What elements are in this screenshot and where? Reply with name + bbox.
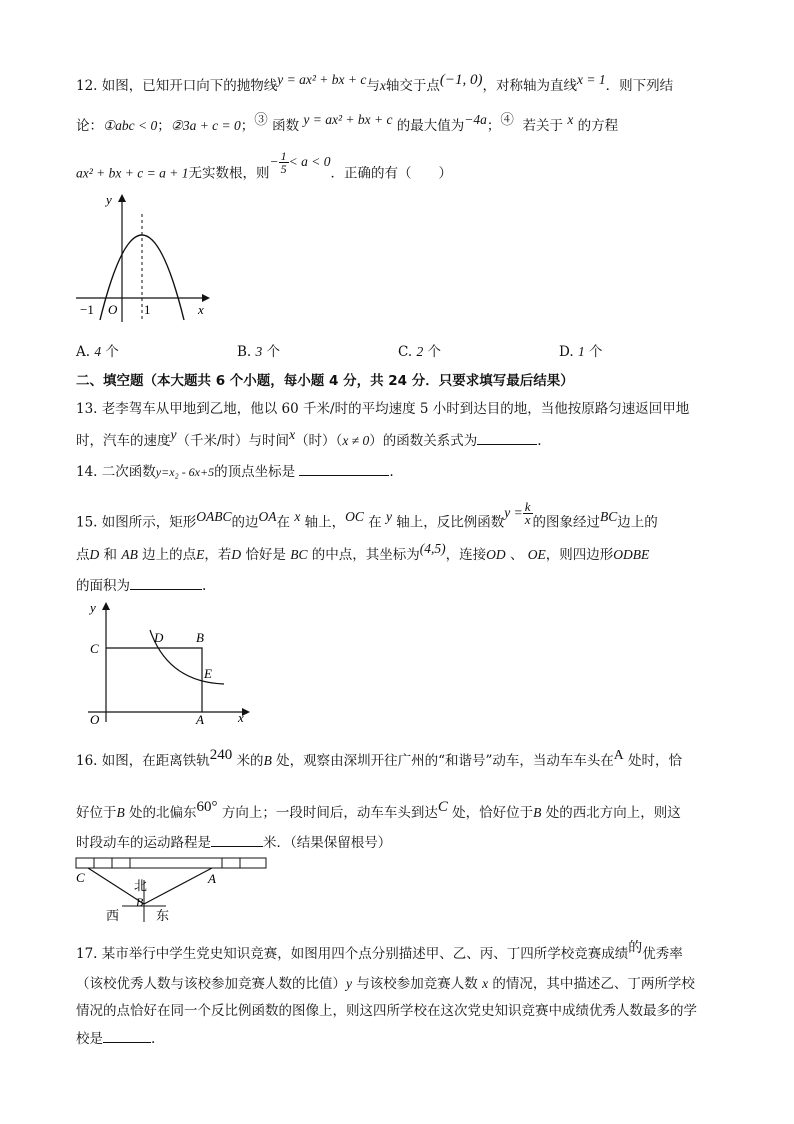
q15-coordinate: (4,5) [419,541,446,556]
q15-oa: OA [258,508,277,524]
q12-point: (−1, 0) [439,72,483,88]
q12-text: ； [157,118,171,134]
q16-text: 处的西北方向上，则这 [545,805,681,821]
q15-answer-blank[interactable] [130,575,202,590]
q15-text: 、 [509,547,524,563]
q15-text: 的面积为 [76,578,130,594]
q16-line3 [76,832,726,853]
q15-point-e: E [196,547,205,562]
q12-line3 [76,149,726,187]
q12-text: 的方程 [577,118,619,134]
north-label: 北 [134,878,148,893]
q15-line3 [76,575,726,596]
q17-text: 优秀率 [642,946,683,962]
q12-text: 轴交于点 [385,78,440,94]
q15-text: 和 [103,547,118,563]
q12-option-b[interactable]: B. 3 个 [237,344,281,360]
q13-line1: 13. 老李驾车从甲地到乙地，他以 60 千米/时的平均速度 5 小时到达目的地，当他按原路匀速返回甲地 [76,401,690,417]
q16-text: 米的 [236,753,264,769]
q16-text: 处时，恰 [627,753,682,769]
y-axis-arrow [118,194,126,202]
x-label: x [198,302,204,317]
q13-line2 [76,427,726,451]
q12-text: 论： [76,118,103,134]
neg1-label: −1 [80,302,94,317]
q12-option-a[interactable]: A. 4 个 [76,344,119,360]
q12-text: ．正确的有（ ） [330,165,452,182]
q15-text: 恰好是 [245,547,286,563]
q14-line [76,461,726,482]
q15-text: 的中点，其坐标为 [311,547,420,563]
q17-text: 的情况，其中描述乙、丁两所学校 [492,976,695,992]
q15-text: 轴上， [304,514,346,531]
q12-claim3-val: −4a [464,112,487,127]
q17-text: 与该校参加竞赛人数 [356,976,478,992]
q12-text: 的最大值为 [396,118,465,134]
q12-claim2: ②3a + c = 0 [170,118,241,133]
q15-line1 [76,499,726,536]
q15-rectangle-graph [84,598,254,728]
q15-bc: BC [600,508,618,524]
q15-point-d: D [231,547,242,562]
q15-text: ，若 [204,547,232,563]
q15-bc: BC [290,547,308,562]
q12-option-c[interactable]: C. 2 个 [398,344,441,360]
q13-y-var: y [170,427,177,442]
west-label: 西 [106,908,120,923]
q16-answer-blank[interactable] [211,832,263,847]
q14-text: 14. 二次函数 [76,464,156,480]
q16-text: 处的北偏东 [129,805,197,821]
q16-text: 时段动车的运动路程是 [76,835,211,851]
q12-axis-eq: x = 1 [577,72,606,87]
q15-fraction: $\frac{k}{x}$ [524,499,531,527]
section-header: 二、填空题（本大题共 6 个小题，每小题 4 分，共 24 分．只要求填写最后结果） [76,373,574,389]
q15-od: OD [486,547,506,562]
q13-x-var: x [289,427,296,442]
q13-text: ）的函数关系式为 [369,433,478,449]
q16-distance: 240 [209,747,233,763]
q17-answer-blank[interactable] [103,1028,151,1043]
q16-angle: 60° [196,799,218,815]
q12-inequality: < a < 0 [288,153,331,169]
q13-answer-blank[interactable] [477,430,537,445]
q16-point-b: B [116,805,125,820]
q15-ab: AB [121,547,138,562]
q15-x-var: x [294,508,301,524]
q16-line1 [76,747,726,771]
q16-text: 米．（结果保留根号） [263,835,392,851]
q14-answer-blank[interactable] [299,461,389,476]
q12-claim3-num: ③ [254,112,268,128]
q12-option-d[interactable]: D. 1 个 [559,344,603,360]
q15-line2 [76,541,726,565]
point-a-label: A [196,712,204,727]
q15-text: . [202,578,207,594]
q15-oabc: OABC [196,508,232,524]
q17-text: （该校优秀人数与该校参加竞赛人数的比值） [76,976,346,992]
q16-text: 处，恰好位于 [452,805,534,821]
q12-text: 12. 如图，已知开口向下的抛物线 [76,78,278,94]
q13-text: （千米/时）与时间 [176,433,290,449]
q17-text: 校是 [76,1031,103,1047]
point-d-label: D [154,630,164,645]
q12-line2 [76,112,726,136]
q17-text: . [151,1031,156,1047]
q12-text: 函数 [272,118,300,134]
q17-line1 [76,940,726,964]
q15-oe: OE [527,547,546,562]
q17-x-var: x [482,976,489,991]
line-ba [144,868,212,904]
q16-point-b: B [263,753,272,768]
q15-text: 点 [76,547,90,563]
q15-text: 在 [276,514,291,531]
railway-track [76,858,266,868]
q12-text: 与 [366,78,380,94]
q15-text: 15. 如图所示，矩形 [76,514,197,531]
q12-parabola-graph [72,190,212,330]
q15-odbe: ODBE [613,547,650,562]
q12-equation: ax² + bx + c = a + 1 [76,165,189,181]
q15-oc: OC [345,508,364,524]
q15-text: ，连接 [445,547,487,563]
q12-minus: − [269,153,279,169]
y-axis-arrow [102,602,110,610]
q17-y-var: y [346,976,352,991]
q15-y-var: y [385,508,392,524]
east-label: 东 [156,908,170,923]
q16-line2 [76,799,726,823]
q17-text: 17. 某市举行中学生党史知识竞赛，如图用四个点分别描述甲、乙、丙、丁四所学校竞赛成绩 [76,946,629,962]
q17-text: 的 [628,940,643,956]
q12-x-var: x [567,112,574,127]
q12-text: ．则下列结 [605,78,674,94]
q16-railway-diagram [72,852,272,924]
q15-text: 轴上，反比例函数 [396,514,505,531]
point-c-label: C [90,641,99,656]
q12-parabola-eq: y = ax² + bx + c [277,72,367,87]
q15-text: ，则四边形 [545,547,614,563]
q16-text: 处，观察由深圳开往广州的“和谐号”动车，当动车车头在 [276,753,614,769]
q12-text: ，对称轴为直线 [482,78,577,94]
q14-text: . [389,464,394,480]
q15-text: 在 [368,514,382,531]
q12-text: ； [486,118,501,134]
q12-text: 无实数根，则 [188,165,270,182]
q12-fraction: $\frac{1}{5}$ [280,149,287,176]
point-b-label: B [196,630,204,645]
q12-x-var: x [379,78,386,93]
origin-label: O [108,302,118,317]
q12-claim1: ①abc < 0 [103,118,158,133]
q12-claim3-eq: y = ax² + bx + c [303,112,393,127]
q15-text: 边上的 [617,514,658,531]
q14-text: 的顶点坐标是 [214,464,296,480]
q15-text: 的图象经过 [532,514,601,531]
point-e-label: E [204,666,212,681]
y-label: y [90,600,96,615]
q12-line1 [76,72,726,96]
q16-text: 方向上；一段时间后，动车车头到达 [221,805,438,821]
one-label: 1 [144,302,151,317]
rectangle-oabc [106,648,202,712]
q16-point-a: A [613,747,624,762]
origin-label: O [90,712,100,727]
q13-text: （时）（ [295,433,343,449]
q13-text: 时，汽车的速度 [76,433,171,449]
q17-line2 [76,974,726,994]
q16-point-c: C [437,799,448,815]
q16-point-b: B [533,805,542,820]
x-axis-arrow [202,294,210,302]
q15-text: 的边 [231,514,259,531]
q13-condition: x ≠ 0 [342,433,370,448]
q15-func-y: y = [504,504,523,520]
point-b-label: B [136,895,144,909]
q12-text: 若关于 [522,118,564,134]
y-label: y [106,192,112,207]
q16-text: 16. 如图，在距离铁轨 [76,753,210,769]
q13-text: . [537,433,542,449]
q12-text: ； [240,118,255,134]
q12-claim4-num: ④ [500,112,514,128]
point-c-label: C [76,870,85,885]
q17-line4 [76,1028,726,1049]
point-a-label: A [208,871,216,886]
q15-point-d: D [89,547,100,562]
q16-text: 好位于 [76,805,117,821]
q15-text: 边上的点 [142,547,197,563]
q14-equation: y=x₂ - 6x+5 [155,465,215,479]
x-label: x [238,710,244,725]
q17-line3: 情况的点恰好在同一个反比例函数的图像上，则这四所学校在这次党史知识竞赛中成绩优秀人数最多的学 [76,1003,697,1019]
